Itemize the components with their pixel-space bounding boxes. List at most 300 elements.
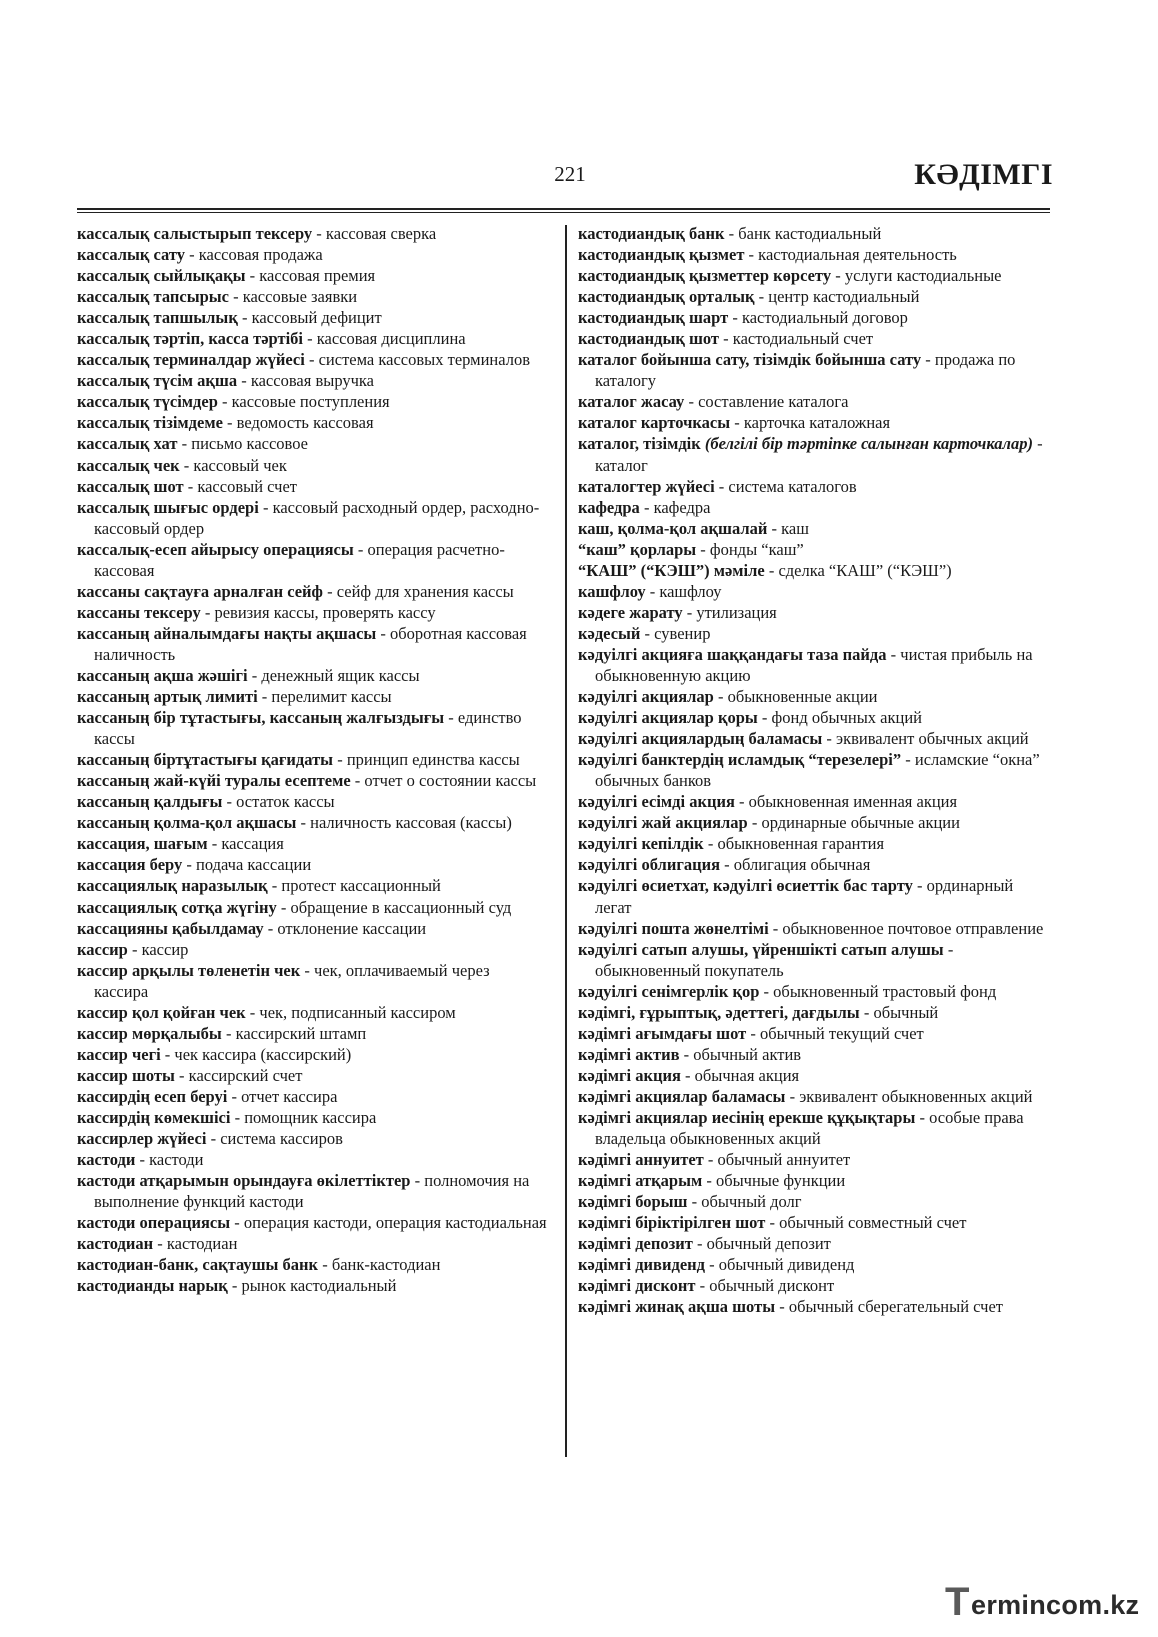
entry-term: кассация беру	[77, 855, 183, 875]
entry-separator: -	[695, 1276, 710, 1296]
dictionary-entry	[77, 539, 547, 581]
entry-term: кәдімгі дивиденд	[578, 1255, 705, 1275]
entry-definition: обыкновенный покупатель	[595, 960, 784, 980]
dictionary-entry	[578, 1149, 1053, 1170]
dictionary-entry	[77, 833, 547, 854]
entry-term: кассалық-есеп айырысу операциясы	[77, 539, 354, 559]
dictionary-entry	[578, 476, 1053, 497]
entry-definition: обычный дивиденд	[718, 1255, 855, 1275]
entry-definition: обыкновенный трастовый фонд	[773, 981, 997, 1001]
entry-definition: кассовый дефицит	[251, 308, 382, 328]
dictionary-entry	[77, 875, 547, 896]
entry-term: каталог, тізімдік	[578, 434, 701, 454]
entry-term: кастодианды нарық	[77, 1276, 228, 1296]
entry-separator: -	[639, 497, 654, 517]
entry-term: кассалық сату	[77, 245, 186, 265]
entry-term: кәдімгі біріктірілген шот	[578, 1213, 766, 1233]
dictionary-entry	[578, 707, 1053, 728]
entry-term: кастодиан-банк, сақтаушы банк	[77, 1255, 319, 1275]
dictionary-entry	[578, 223, 1053, 244]
entry-definition: кастодиальная деятельность	[758, 245, 957, 265]
entry-separator: -	[859, 1002, 874, 1022]
entry-definition: рынок кастодиальный	[241, 1276, 397, 1296]
entry-term: кәдуілгі сатып алушы, үйреншікті сатып алушы	[578, 939, 944, 959]
dictionary-entry	[77, 707, 547, 749]
entry-definition: кассовая дисциплина	[316, 329, 466, 349]
dictionary-entry	[578, 686, 1053, 707]
left-column	[77, 223, 547, 1296]
entry-term: кассир арқылы төленетін чек	[77, 960, 301, 980]
entry-separator: -	[754, 287, 769, 307]
entry-term: кассалық тізімдеме	[77, 413, 223, 433]
entry-term: кассаның бір тұтастығы, кассаның жалғыздығы	[77, 708, 445, 728]
dictionary-entry	[77, 812, 547, 833]
entry-term: кастодиандық қызмет	[578, 245, 745, 265]
dictionary-entry	[77, 349, 547, 370]
entry-separator: -	[692, 1234, 707, 1254]
entry-separator: -	[174, 1065, 189, 1085]
entry-term: кассалық тапсырыс	[77, 287, 229, 307]
entry-definition: отчет о состоянии кассы	[364, 771, 537, 791]
entry-definition: ведомость кассовая	[236, 413, 374, 433]
entry-separator: -	[912, 876, 927, 896]
entry-definition: обыкновенные акции	[727, 687, 878, 707]
dictionary-entry	[77, 749, 547, 770]
entry-separator: -	[237, 371, 251, 391]
entry-term: кәдесый	[578, 623, 641, 643]
entry-separator: -	[245, 266, 260, 286]
dictionary-entry	[578, 328, 1053, 349]
dictionary-entry	[578, 1170, 1053, 1191]
dictionary-entry	[77, 1149, 547, 1170]
dictionary-entry	[77, 370, 547, 391]
entry-term: кассациялық наразылық	[77, 876, 268, 896]
entry-separator: -	[705, 1255, 719, 1275]
entry-term: кастоди операциясы	[77, 1213, 231, 1233]
entry-definition: сувенир	[654, 623, 711, 643]
entry-definition: обычный депозит	[706, 1234, 831, 1254]
entry-definition: остаток кассы	[236, 792, 335, 812]
termincom-logo	[945, 1578, 1150, 1628]
entry-definition: сделка “КАШ” (“КЭШ”)	[778, 560, 952, 580]
entry-separator: -	[230, 1213, 244, 1233]
dictionary-entry	[578, 833, 1053, 854]
entry-definition: чек кассира (кассирский)	[174, 1044, 352, 1064]
entry-separator: -	[746, 1023, 760, 1043]
entry-separator: -	[915, 1107, 930, 1127]
entry-definition: кассирский штамп	[235, 1023, 367, 1043]
entry-term: кәдімгі жинақ ақша шоты	[578, 1297, 776, 1317]
entry-term: “КАШ” (“КЭШ”) мәміле	[578, 560, 765, 580]
dictionary-entry	[77, 960, 547, 1002]
entry-term: кассацияны қабылдамау	[77, 918, 264, 938]
dictionary-entry	[578, 812, 1053, 833]
entry-separator: -	[222, 413, 237, 433]
entry-term: каш, қолма-қол ақшалай	[578, 518, 768, 538]
dictionary-entry	[77, 1212, 547, 1233]
entry-separator: -	[687, 1192, 702, 1212]
dictionary-entry	[578, 918, 1053, 939]
entry-term: кашфлоу	[578, 581, 646, 601]
entry-term: кассалық сыйлықақы	[77, 266, 246, 286]
entry-separator: -	[757, 708, 772, 728]
entry-definition: обычная акция	[694, 1065, 800, 1085]
entry-separator: -	[713, 687, 728, 707]
dictionary-entry	[578, 1233, 1053, 1254]
dictionary-entry	[578, 875, 1053, 917]
dictionary-entry	[77, 433, 547, 454]
entry-definition: сейф для хранения кассы	[336, 581, 514, 601]
entry-separator: -	[183, 476, 198, 496]
entry-term: кассалық тапшылық	[77, 308, 238, 328]
entry-term: каталог карточкасы	[578, 413, 731, 433]
dictionary-entry	[77, 1233, 547, 1254]
entry-separator: -	[222, 792, 237, 812]
entry-definition: письмо кассовое	[191, 434, 308, 454]
entry-separator: -	[263, 918, 278, 938]
entry-separator: -	[744, 245, 759, 265]
dictionary-entry	[578, 307, 1053, 328]
entry-definition: система кассовых терминалов	[318, 350, 530, 370]
entry-separator: -	[300, 960, 315, 980]
dictionary-entry	[77, 476, 547, 497]
entry-note: (белгілі бір тәртіпке салынған карточкалар)	[700, 434, 1033, 454]
entry-definition: обычный аннуитет	[717, 1150, 851, 1170]
entry-term: кассаның жай-күйі туралы есептеме	[77, 771, 351, 791]
dictionary-entry	[77, 223, 547, 244]
entry-term: кассациялық сотқа жүгіну	[77, 897, 277, 917]
dictionary-entry	[578, 1086, 1053, 1107]
entry-definition: операция кастоди, операция кастодиальная	[243, 1213, 547, 1233]
dictionary-entry	[578, 518, 1053, 539]
dictionary-entry	[578, 433, 1053, 475]
entry-term: кассаның артық лимиті	[77, 687, 258, 707]
entry-separator: -	[1033, 434, 1043, 454]
entry-separator: -	[831, 266, 845, 286]
entry-term: кассалық тәртіп, касса тәртібі	[77, 329, 303, 349]
entry-term: кастодиан	[77, 1234, 154, 1254]
entry-separator: -	[227, 1276, 242, 1296]
entry-separator: -	[350, 771, 365, 791]
entry-separator: -	[921, 350, 935, 370]
entry-term: кәдімгі ағымдағы шот	[578, 1023, 747, 1043]
entry-term: кассалық шот	[77, 476, 184, 496]
entry-term: кассалық түсімдер	[77, 392, 218, 412]
dictionary-entry	[77, 918, 547, 939]
entry-definition: система кассиров	[220, 1129, 343, 1149]
entry-separator: -	[734, 792, 749, 812]
entry-definition: денежный ящик кассы	[261, 665, 420, 685]
dictionary-entry	[578, 244, 1053, 265]
entry-term: кәдімгі акциялар баламасы	[578, 1086, 786, 1106]
dictionary-entry	[77, 391, 547, 412]
entry-term: кәдімгі аннуитет	[578, 1150, 704, 1170]
dictionary-entry	[77, 623, 547, 665]
entry-separator: -	[728, 308, 742, 328]
entry-definition: полномочия на выполнение функций кастоди	[94, 1171, 530, 1212]
entry-separator: -	[679, 1044, 694, 1064]
dictionary-entry	[578, 265, 1053, 286]
entry-definition: кассовая премия	[259, 266, 376, 286]
entry-definition: карточка каталожная	[743, 413, 891, 433]
entry-definition: чек, подписанный кассиром	[259, 1002, 456, 1022]
entry-term: кәдімгі акция	[578, 1065, 681, 1085]
entry-definition: эквивалент обыкновенных акций	[799, 1086, 1033, 1106]
dictionary-entry	[578, 1065, 1053, 1086]
entry-separator: -	[207, 834, 222, 854]
dictionary-entry	[77, 1002, 547, 1023]
entry-term: кассир	[77, 939, 128, 959]
entry-definition: банк-кастодиан	[331, 1255, 441, 1275]
entry-term: кәдуілгі пошта жөнелтімі	[578, 918, 769, 938]
entry-definition: перелимит кассы	[271, 687, 392, 707]
entry-term: кәдімгі атқарым	[578, 1171, 703, 1191]
entry-definition: обыкновенная именная акция	[748, 792, 958, 812]
entry-definition: чек, оплачиваемый через кассира	[94, 960, 490, 1001]
right-column	[578, 223, 1053, 1317]
entry-term: кәдуілгі облигация	[578, 855, 721, 875]
entry-separator: -	[200, 602, 215, 622]
entry-term: кассирдің көмекшісі	[77, 1107, 231, 1127]
entry-term: кассир мөрқалыбы	[77, 1023, 222, 1043]
dictionary-entry	[578, 1023, 1053, 1044]
dictionary-entry	[578, 581, 1053, 602]
dictionary-entry	[77, 602, 547, 623]
entry-term: кәдімгі борыш	[578, 1192, 688, 1212]
dictionary-entry	[578, 539, 1053, 560]
entry-separator: -	[185, 245, 199, 265]
dictionary-entry	[578, 1296, 1053, 1317]
dictionary-entry	[578, 981, 1053, 1002]
entry-separator: -	[765, 1213, 780, 1233]
entry-separator: -	[703, 1150, 718, 1170]
entry-definition: каталог	[595, 455, 648, 475]
dictionary-entry	[578, 728, 1053, 749]
header-rule-thick	[77, 208, 1050, 210]
entry-definition: центр кастодиальный	[768, 287, 920, 307]
entry-separator: -	[227, 1086, 242, 1106]
entry-term: кәдімгі депозит	[578, 1234, 693, 1254]
entry-separator: -	[303, 329, 317, 349]
entry-definition: кассовая сверка	[325, 224, 437, 243]
entry-definition: кастодиальный договор	[741, 308, 908, 328]
dictionary-entry	[578, 1044, 1053, 1065]
dictionary-entry	[77, 581, 547, 602]
entry-definition: кассовая продажа	[198, 245, 323, 265]
entry-term: кассалық терминалдар жүйесі	[77, 350, 305, 370]
entry-definition: составление каталога	[698, 392, 849, 412]
entry-separator: -	[410, 1171, 425, 1191]
dictionary-entry	[578, 391, 1053, 412]
entry-term: кассалық хат	[77, 434, 178, 454]
entry-definition: обычный дисконт	[709, 1276, 835, 1296]
dictionary-entry	[578, 749, 1053, 791]
dictionary-entry	[77, 939, 547, 960]
entry-definition: обыкновенная гарантия	[717, 834, 885, 854]
entry-term: кәдуілгі акциялардың баламасы	[578, 729, 823, 749]
entry-definition: принцип единства кассы	[346, 750, 520, 770]
entry-term: кастоди атқарымын орындауға өкілеттіктер	[77, 1171, 411, 1191]
entry-separator: -	[135, 1150, 150, 1170]
dictionary-entry	[578, 1191, 1053, 1212]
dictionary-entry	[578, 560, 1053, 581]
entry-separator: -	[775, 1297, 789, 1317]
entry-separator: -	[684, 392, 699, 412]
entry-definition: обращение в кассационный суд	[290, 897, 512, 917]
entry-definition: фонды “каш”	[709, 539, 804, 559]
dictionary-entry	[77, 286, 547, 307]
entry-separator: -	[764, 560, 779, 580]
entry-term: кассир қол қойған чек	[77, 1002, 246, 1022]
dictionary-entry	[578, 1107, 1053, 1149]
entry-separator: -	[696, 539, 710, 559]
entry-definition: оборотная кассовая наличность	[94, 623, 527, 664]
entry-term: кассир шоты	[77, 1065, 175, 1085]
entry-term: кәдуілгі сенімгерлік қор	[578, 981, 760, 1001]
dictionary-entry	[578, 1212, 1053, 1233]
entry-definition: отчет кассира	[241, 1086, 338, 1106]
entry-definition: кастодиальный счет	[732, 329, 874, 349]
entry-separator: -	[247, 665, 262, 685]
entry-definition: кассовые заявки	[242, 287, 358, 307]
dictionary-entry	[578, 854, 1053, 875]
entry-separator: -	[322, 581, 337, 601]
entry-definition: утилизация	[696, 602, 777, 622]
entry-term: кастодиандық шарт	[578, 308, 729, 328]
entry-term: кәдуілгі акцияға шаққандағы таза пайда	[578, 644, 887, 664]
entry-definition: облигация обычная	[733, 855, 871, 875]
dictionary-entry	[578, 1275, 1053, 1296]
dictionary-entry	[77, 455, 547, 476]
entry-definition: протест кассационный	[281, 876, 441, 896]
entry-separator: -	[645, 581, 660, 601]
entry-definition: кассовый чек	[193, 455, 287, 475]
dictionary-entry	[77, 497, 547, 539]
entry-separator: -	[719, 329, 733, 349]
entry-separator: -	[682, 602, 697, 622]
entry-definition: ординарные обычные акции	[761, 813, 960, 833]
entry-definition: обычный текущий счет	[759, 1023, 924, 1043]
entry-term: кәдуілгі жай акциялар	[578, 813, 748, 833]
entry-term: кассирдің есеп беруі	[77, 1086, 228, 1106]
dictionary-entry	[77, 1065, 547, 1086]
entry-separator: -	[680, 1065, 695, 1085]
dictionary-entry	[77, 854, 547, 875]
entry-term: кастодиандық банк	[578, 224, 725, 243]
entry-definition: исламские “окна” обычных банков	[595, 750, 1040, 791]
entry-separator: -	[179, 455, 194, 475]
entry-term: каталогтер жүйесі	[578, 476, 715, 496]
entry-definition: кассовый расходный ордер, расходно-кассовый ордер	[94, 497, 540, 538]
dictionary-entry	[77, 665, 547, 686]
entry-term: кастодиандық шот	[578, 329, 720, 349]
entry-term: кассация, шағым	[77, 834, 208, 854]
dictionary-entry	[77, 897, 547, 918]
entry-term: “каш” қорлары	[578, 539, 697, 559]
entry-definition: операция расчетно-кассовая	[94, 539, 505, 580]
entry-separator: -	[703, 834, 718, 854]
entry-definition: обыкновенное почтовое отправление	[782, 918, 1044, 938]
entry-definition: наличность кассовая (кассы)	[310, 813, 512, 833]
entry-term: кассаның қолма-қол ақшасы	[77, 813, 297, 833]
dictionary-entry	[578, 497, 1053, 518]
entry-definition: кассовый счет	[197, 476, 297, 496]
dictionary-entry	[77, 1128, 547, 1149]
entry-term: кассалық түсім ақша	[77, 371, 238, 391]
entry-term: кәдімгі актив	[578, 1044, 680, 1064]
entry-term: кассаны сақтауға арналған сейф	[77, 581, 323, 601]
entry-separator: -	[714, 476, 729, 496]
entry-separator: -	[640, 623, 655, 643]
dictionary-entry	[578, 791, 1053, 812]
dictionary-entry	[77, 1044, 547, 1065]
entry-definition: кассир	[141, 939, 189, 959]
entry-term: кәдімгі, ғұрыптық, әдеттегі, дағдылы	[578, 1002, 860, 1022]
entry-separator: -	[177, 434, 192, 454]
entry-definition: подача кассации	[196, 855, 312, 875]
dictionary-entry	[77, 1275, 547, 1296]
dictionary-entry	[77, 1086, 547, 1107]
entry-separator: -	[217, 392, 232, 412]
entry-term: кассаның қалдығы	[77, 792, 223, 812]
entry-definition: особые права владельца обыкновенных акций	[595, 1107, 1024, 1149]
dictionary-entry	[578, 623, 1053, 644]
dictionary-entry	[578, 1254, 1053, 1275]
entry-definition: кассовые поступления	[231, 392, 390, 412]
entry-term: кастодиандық қызметтер көрсету	[578, 266, 832, 286]
entry-definition: чистая прибыль на обыкновенную акцию	[595, 644, 1033, 685]
entry-separator: -	[444, 708, 458, 728]
entry-separator: -	[127, 939, 142, 959]
entry-separator: -	[724, 224, 739, 243]
entry-term: кәдуілгі банктердің исламдық “терезелері”	[578, 750, 902, 770]
entry-definition: банк кастодиальный	[738, 224, 882, 243]
entry-definition: кашфлоу	[659, 581, 722, 601]
dictionary-entry	[77, 328, 547, 349]
entry-definition: услуги кастодиальные	[844, 266, 1002, 286]
entry-separator: -	[304, 350, 319, 370]
header-rule-thin	[77, 212, 1050, 213]
entry-separator: -	[230, 1107, 245, 1127]
entry-separator: -	[720, 855, 734, 875]
entry-definition: кастоди	[149, 1150, 204, 1170]
dictionary-entry	[578, 349, 1053, 391]
entry-separator: -	[221, 1023, 236, 1043]
entry-term: кассаның ақша жәшігі	[77, 665, 248, 685]
entry-term: кәдуілгі кепілдік	[578, 834, 704, 854]
entry-separator: -	[228, 287, 243, 307]
entry-term: кассаның айналымдағы нақты ақшасы	[77, 623, 377, 643]
entry-separator: -	[182, 855, 196, 875]
dictionary-entry	[578, 412, 1053, 433]
entry-separator: -	[257, 687, 272, 707]
dictionary-entry	[578, 1002, 1053, 1023]
entry-definition: кассовая выручка	[250, 371, 374, 391]
entry-definition: кафедра	[653, 497, 711, 517]
entry-separator: -	[318, 1255, 332, 1275]
dictionary-entry	[578, 939, 1053, 981]
dictionary-entry	[77, 791, 547, 812]
entry-separator: -	[353, 539, 368, 559]
entry-separator: -	[759, 981, 774, 1001]
entry-separator: -	[822, 729, 836, 749]
entry-term: каталог бойынша сату, тізімдік бойынша сату	[578, 350, 922, 370]
dictionary-entry	[77, 1254, 547, 1275]
dictionary-entry	[77, 265, 547, 286]
entry-definition: каш	[781, 518, 809, 538]
entry-term: каталог жасау	[578, 392, 685, 412]
entry-separator: -	[747, 813, 762, 833]
